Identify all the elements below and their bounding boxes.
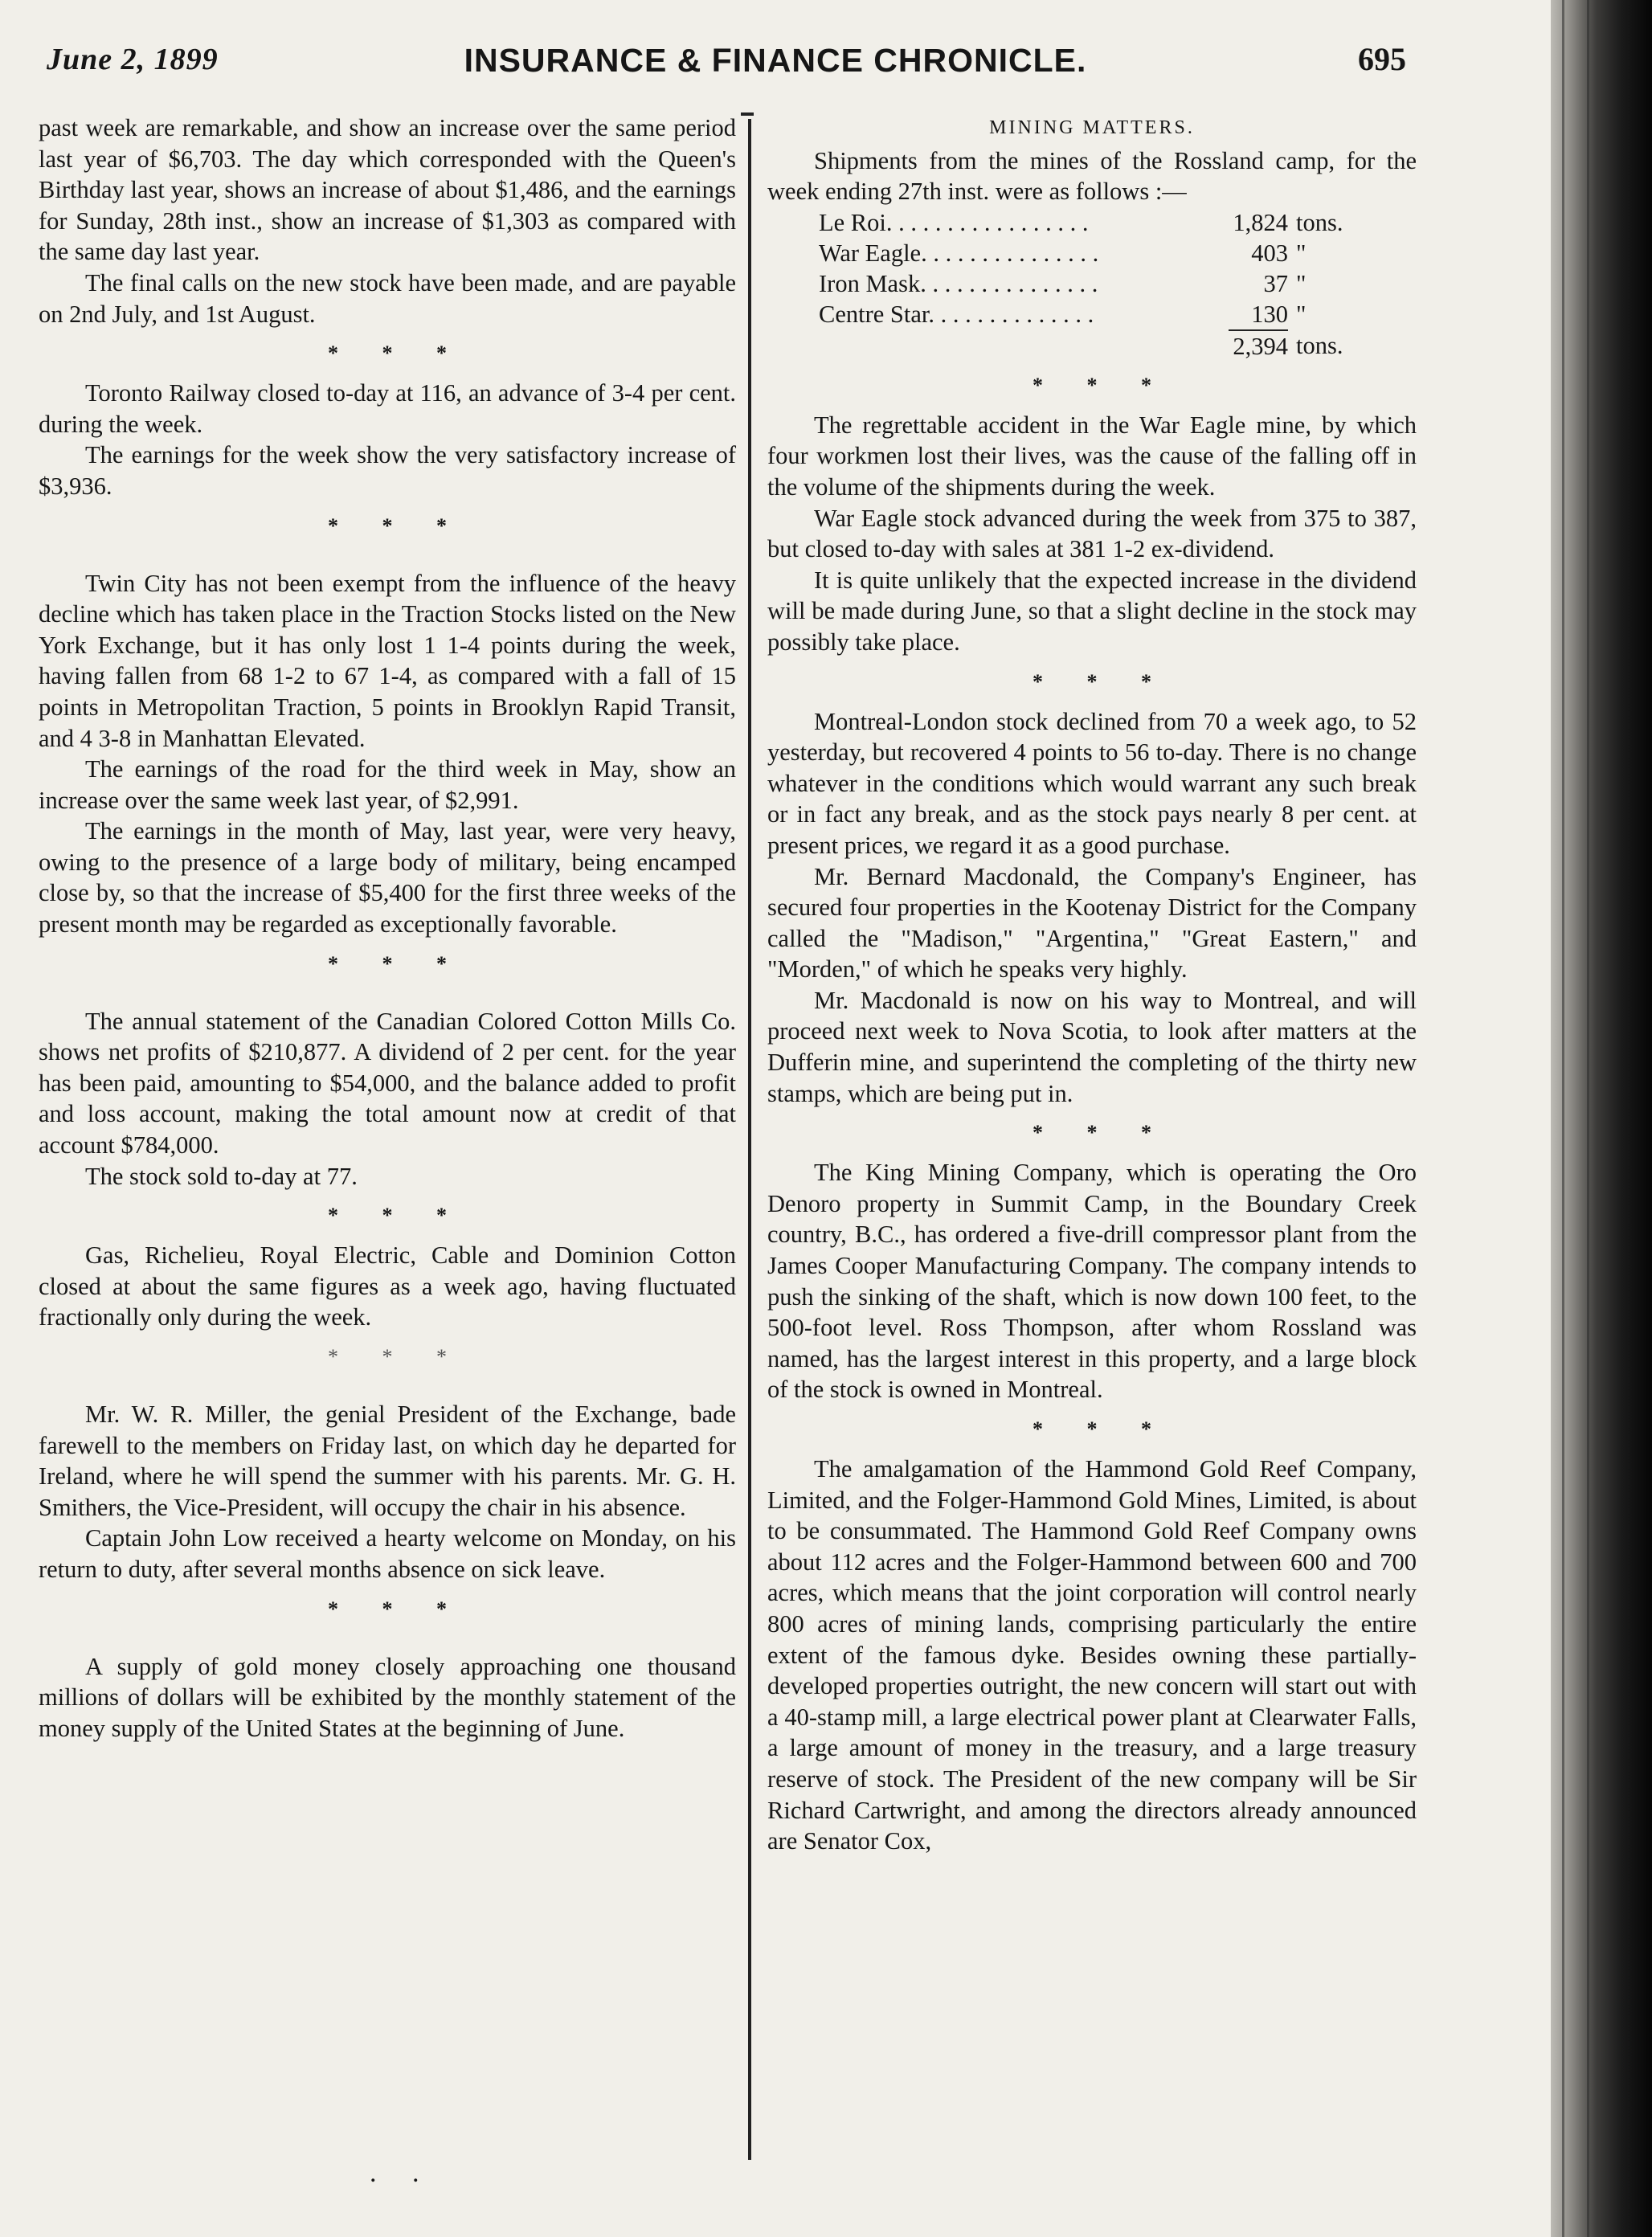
total-tons: 2,394 [1229, 330, 1288, 362]
column-divider-cap [741, 112, 754, 116]
mine-name: Centre Star. . . . . . . . . . . . . . [819, 300, 1094, 328]
spacer [39, 988, 736, 1006]
footer-marks: . . [370, 2158, 434, 2188]
paragraph: Captain John Low received a hearty welcome on Monday, on his return to duty, after several months absence on sick leave. [39, 1524, 736, 1583]
paragraph: The annual statement of the Canadian Colored Cotton Mills Co. shows net profits of $210,877. A dividend of 2 per cent. for the year has been paid, amounting to $54,000, and the balance added to profit and loss account, making the total amount now at credit of that account $784,000. [39, 1007, 736, 1159]
mine-name: Le Roi. . . . . . . . . . . . . . . . . [819, 208, 1089, 236]
section-separator: * * * [328, 513, 466, 538]
paragraph: The King Mining Company, which is operating the Oro Denoro property in Summit Camp, in the Boundary Creek country, B.C., has ordered a five-drill compressor plant from the James Cooper Manufacturing Company. The company intends to push the sinking of the shaft, which is now down 100 feet, to the 500-foot level. Ross Thompson, after whom Rossland was named, has the largest interest in this property, and a large block of the stock is owned in Montreal. [767, 1159, 1417, 1404]
page-number: 695 [1358, 41, 1406, 77]
page-header [0, 42, 1551, 90]
table-row [819, 207, 1343, 238]
paragraph: War Eagle stock advanced during the week from 375 to 387, but closed to-day with sales at 381 1-2 ex-dividend. [767, 504, 1417, 563]
paragraph: It is quite unlikely that the expected increase in the dividend will be made during June, so that a slight decline in the stock may possibly take place. [767, 566, 1417, 656]
paragraph: Mr. W. R. Miller, the genial President of the Exchange, bade farewell to the members on Friday last, on which day he departed for Ireland, where he will spend the summer with his parents. Mr. G. H. Smithers, the Vice-President, will occupy the chair in his absence. [39, 1401, 736, 1521]
paragraph: The stock sold to-day at 77. [85, 1162, 358, 1190]
section-separator: * * * [328, 341, 466, 366]
spacer [819, 330, 1229, 362]
paragraph: The regrettable accident in the War Eagle mine, by which four workmen lost their lives, was the cause of the falling off in the volume of the shipments during the week. [767, 411, 1417, 501]
section-separator: * * * [328, 1597, 466, 1621]
binding-line [1587, 0, 1589, 2237]
spacer [39, 1381, 736, 1399]
paragraph: Gas, Richelieu, Royal Electric, Cable and Dominion Cotton closed at about the same figures as a week ago, having fluctuated fractionally only during the week. [39, 1241, 736, 1331]
paragraph: Toronto Railway closed to-day at 116, an advance of 3-4 per cent. during the week. [39, 379, 736, 438]
section-separator: * * * [328, 1345, 466, 1368]
shipments-table [819, 207, 1343, 362]
paragraph: Mr. Macdonald is now on his way to Montreal, and will proceed next week to Nova Scotia, to look after matters at the Dufferin mine, and superintend the completing of the thirty new stamps, which are being put in. [767, 986, 1417, 1107]
mine-tons: 130 [1251, 300, 1288, 328]
mine-tons: 37 [1263, 269, 1288, 297]
binding-line [1562, 0, 1564, 2237]
mine-tons: 1,824 [1233, 208, 1288, 236]
table-row [819, 238, 1343, 268]
table-row [819, 268, 1343, 299]
section-separator: * * * [328, 1204, 466, 1228]
paragraph: A supply of gold money closely approaching one thousand millions of dollars will be exhibited by the monthly statement of the money supply of the United States at the beginning of June. [39, 1652, 736, 1742]
paragraph: Montreal-London stock declined from 70 a week ago, to 52 yesterday, but recovered 4 points to 56 to-day. There is no change whatever in the conditions which would warrant any such break or in fact any break, and as the stock pays nearly 8 per cent. at present prices, we regard it as a good purchase. [767, 707, 1417, 859]
section-separator: * * * [1032, 1121, 1171, 1145]
section-heading: MINING MATTERS. [989, 117, 1195, 138]
section-separator: * * * [1032, 373, 1171, 397]
paragraph: The earnings of the road for the third week in May, show an increase over the same week last year, of $2,991. [39, 755, 736, 814]
table-row [819, 299, 1343, 330]
total-unit: tons. [1296, 331, 1343, 359]
mine-tons: 403 [1251, 239, 1288, 267]
section-separator: * * * [328, 951, 466, 975]
total-row [819, 330, 1343, 362]
section-separator: * * * [1032, 669, 1171, 693]
mine-name: Iron Mask. . . . . . . . . . . . . . . [819, 269, 1098, 297]
paragraph: The final calls on the new stock have been made, and are payable on 2nd July, and 1st August. [39, 268, 736, 328]
spacer [39, 1634, 736, 1651]
left-column [39, 112, 736, 1744]
paragraph: Mr. Bernard Macdonald, the Company's Engineer, has secured four properties in the Kootenay District for the Company called the "Madison," "Argentina," "Great Eastern," and "Morden," of which he speaks very highly. [767, 862, 1417, 984]
right-column [767, 112, 1417, 1857]
mine-unit: tons. [1296, 208, 1343, 236]
paragraph: Twin City has not been exempt from the influence of the heavy decline which has taken place in the Traction Stocks listed on the New York Exchange, but it has only lost 1 1-4 points during the week, having fallen from 68 1-2 to 67 1-4, as compared with a fall of 15 points in Metropolitan Traction, 5 points in Brooklyn Rapid Transit, and 4 3-8 in Manhattan Elevated. [39, 569, 736, 752]
publication-title: INSURANCE & FINANCE CHRONICLE. [464, 42, 1087, 79]
mine-unit: " [1296, 269, 1306, 297]
paragraph: The earnings in the month of May, last year, were very heavy, owing to the presence of a large body of military, being encamped close by, so that the increase of $5,400 for the first three weeks of the present month may be regarded as exceptionally favorable. [39, 817, 736, 939]
book-binding-edge [1551, 0, 1652, 2237]
paragraph: The earnings for the week show the very satisfactory increase of $3,936. [39, 441, 736, 500]
mine-name: War Eagle. . . . . . . . . . . . . . . [819, 239, 1099, 267]
spacer [39, 550, 736, 568]
mine-unit: " [1296, 239, 1306, 267]
column-divider [748, 119, 751, 2160]
paragraph: Shipments from the mines of the Rossland camp, for the week ending 27th inst. were as follows :— [767, 146, 1417, 206]
mine-unit: " [1296, 300, 1306, 328]
paragraph: past week are remarkable, and show an increase over the same period last year of $6,703. The day which corresponded with the Queen's Birthday last year, shows an increase of about $1,486, and the earnings for Sunday, 28th inst., show an increase of $1,303 as compared with the same day last year. [39, 114, 736, 266]
section-separator: * * * [1032, 1417, 1171, 1441]
issue-date: June 2, 1899 [47, 43, 219, 76]
paragraph: The amalgamation of the Hammond Gold Reef Company, Limited, and the Folger-Hammond Gold Mines, Limited, is about to be consummated. The Hammond Gold Reef Company owns about 112 acres and the Folger-Hammond between 600 and 700 acres, which means that the joint corporation will control nearly 800 acres of mining lands, comprising particularly the entire extent of the famous dyke. Besides owning these partially-developed properties outright, the new concern will start out with a 40-stamp mill, a large electrical power plant at Clearwater Falls, a large amount of money in the treasury, and a large treasury reserve of stock. The President of the new company will be Sir Richard Cartwright, and among the directors already announced are Senator Cox, [767, 1455, 1417, 1855]
